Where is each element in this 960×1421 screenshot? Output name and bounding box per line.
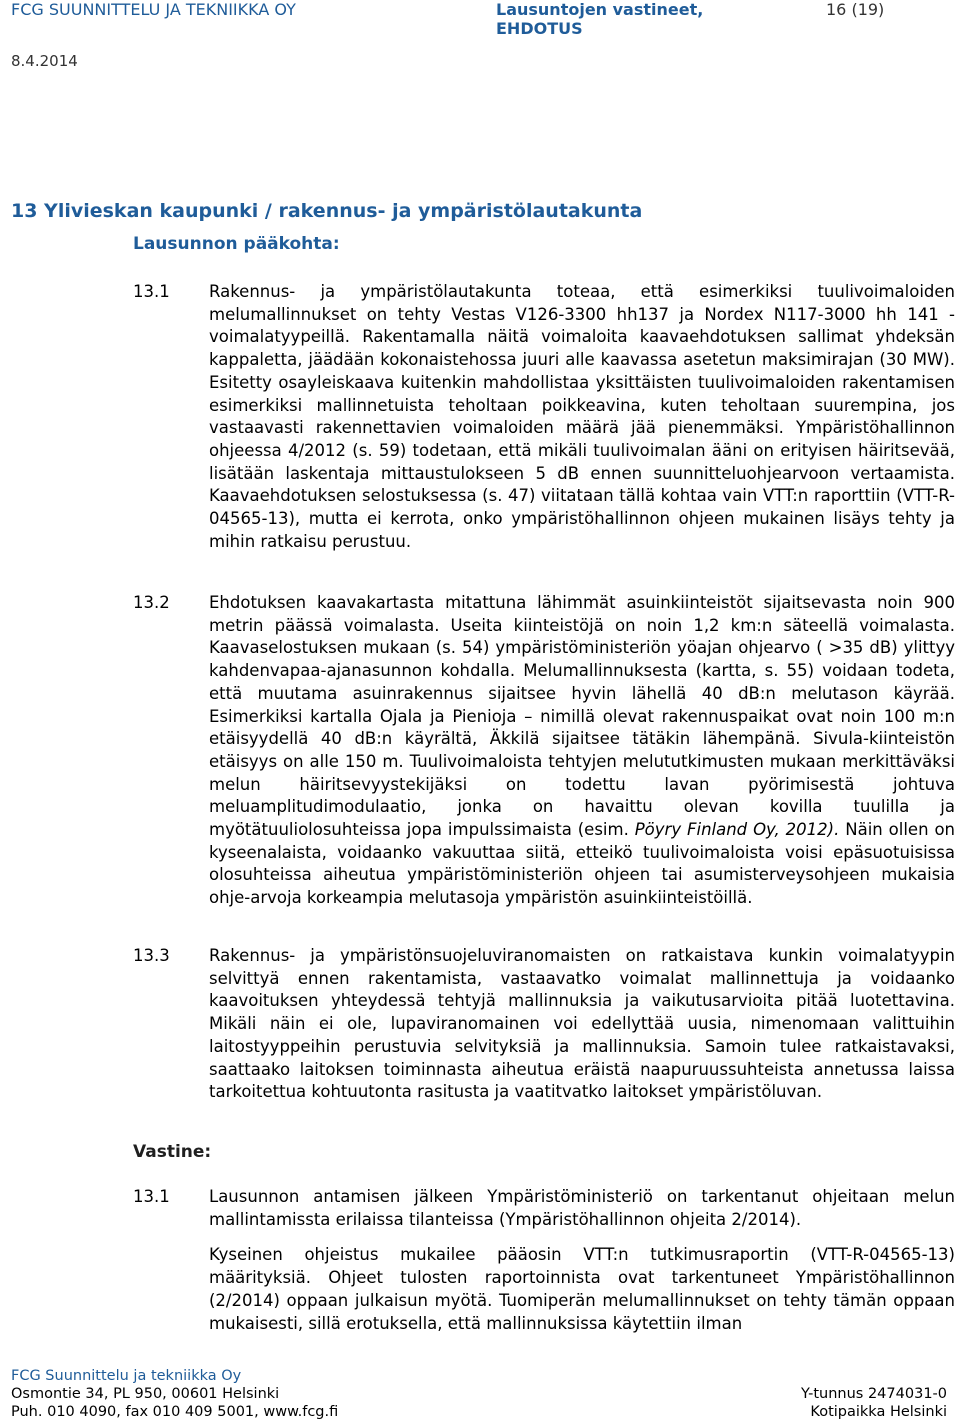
main-item-13-2 bbox=[133, 592, 955, 910]
reply-paragraph-2: Kyseinen ohjeistus mukailee pääosin VTT:n tutkimusraportin (VTT-R-04565-13) määrityksiä. Ohjeet tulosten raportoinnista ovat tarkentuneet Ympäristöhallinnon (2/2014) oppaan julkaisun myötä. Tuomiperän melumallinnukset on tehty tämän oppaan mukaisesti, sillä erotuksella, että mallinnuksissa käytettiin ilman bbox=[209, 1245, 955, 1333]
footer-company: FCG Suunnittelu ja tekniikka Oy bbox=[11, 1368, 242, 1384]
item-text-part-a: Ehdotuksen kaavakartasta mitattuna lähimmät asuinkiinteistöt sijaitsevasta noin 900 metrin päässä voimalasta. Useita kiinteistöjä on noin 1,2 km:n säteellä voimalasta. Kaavaselostuksen mukaan (s. 54) ympäristöministeriön yöajan ohjearvo ( >35 dB) ylittyy kahdenvapaa-ajanasunnon kohdalla. Melumallinnuksesta (kartta, s. 55) voidaan todeta, että muutama asuinrakennus sijaitsee hyvin lähellä 40 dB:n melutason käyrää. Esimerkiksi kartalla Ojala ja Pienioja – nimillä olevat rakennuspaikat ovat noin 100 m:n etäisyydellä 40 dB:n käyrältä, Äkkilä sijaitsee tätäkin lähempänä. Sivula-kiinteistön etäisyys on alle 150 m. Tuulivoimaloista tehtyjen melututkimusten mukaan merkittäväksi melun häiritsevyystekijäksi on todettu lavan pyörimisestä johtuva meluamplitudimodulaatio, jonka on havaittu olevan kovilla tuulilla ja myötätuuliolosuhteissa jopa impulssimaista (esim. bbox=[209, 593, 955, 840]
footer-address-row bbox=[11, 1385, 947, 1403]
item-text bbox=[209, 281, 955, 553]
reply-item-13-1 bbox=[133, 1186, 955, 1335]
item-number: 13.1 bbox=[133, 1187, 170, 1206]
footer-contact: Puh. 010 4090, fax 010 409 5001, www.fcg.fi bbox=[11, 1404, 339, 1420]
item-number: 13.2 bbox=[133, 593, 170, 612]
header-page-number: 16 (19) bbox=[826, 0, 885, 19]
footer-contact-row bbox=[11, 1403, 947, 1421]
item-text bbox=[209, 1186, 955, 1335]
item-text bbox=[209, 592, 955, 910]
reply-paragraph-1: Lausunnon antamisen jälkeen Ympäristöministeriö on tarkentanut ohjeitaan melun mallintamissta erilaissa tilanteissa (Ympäristöhallinnon ohjeita 2/2014). bbox=[209, 1187, 955, 1229]
item-paragraph: Rakennus- ja ympäristölautakunta toteaa, että esimerkiksi tuulivoimaloiden melumallinnukset on tehty Vestas V126-3300 hh137 ja Nordex N117-3000 hh 141 -voimalatyypeillä. Rakentamalla näitä voimaloita kaavaehdotuksen sallimat yhdeksän kappaletta, jäädään kokonaistehossa juuri alle kaavassa asetetun maksimirajan (30 MW). Esitetty osayleiskaava kuitenkin mahdollistaa yksittäisten tuulivoimaloiden rakentamisen esimerkiksi mallinnetuista teholtaan poikkeavina, kuten teholtaan suurempina, jos vastaavasti rakennettavien voimaloiden määrä jää pienemmäksi. Ympäristöhallinnon ohjeessa 4/2012 (s. 59) todetaan, että mikäli tuulivoimalan ääni on erityisen häiritsevää, lisätään laskentaja mittaustulokseen 5 dB ennen suunnitteluohjearvoon vertaamista. Kaavaehdotuksen selostuksessa (s. 47) viitataan tällä kohtaa vain VTT:n raporttiin (VTT-R-04565-13), mutta ei kerrota, onko ympäristöhallinnon ohjeen mukainen lisäys tehty ja mihin ratkaisu perustuu. bbox=[209, 282, 955, 551]
footer-domicile: Kotipaikka Helsinki bbox=[810, 1404, 947, 1420]
header-doc-title-line2: EHDOTUS bbox=[496, 19, 583, 38]
header-doc-title-line1: Lausuntojen vastineet, bbox=[496, 0, 704, 19]
header-company: FCG SUUNNITTELU JA TEKNIIKKA OY bbox=[11, 0, 296, 19]
header-doc-title bbox=[496, 0, 703, 38]
section-title: 13 Ylivieskan kaupunki / rakennus- ja ympäristölautakunta bbox=[11, 200, 643, 222]
footer-business-id: Y-tunnus 2474031-0 bbox=[800, 1386, 947, 1402]
item-citation: Pöyry Finland Oy, 2012). bbox=[634, 820, 840, 840]
item-text bbox=[209, 945, 955, 1104]
main-item-13-1 bbox=[133, 281, 955, 553]
main-point-heading: Lausunnon pääkohta: bbox=[133, 234, 340, 254]
item-number: 13.3 bbox=[133, 946, 170, 965]
footer-address: Osmontie 34, PL 950, 00601 Helsinki bbox=[11, 1386, 280, 1402]
item-number: 13.1 bbox=[133, 282, 170, 301]
main-item-13-3 bbox=[133, 945, 955, 1104]
header-date: 8.4.2014 bbox=[11, 52, 78, 70]
item-paragraph: Rakennus- ja ympäristönsuojeluviranomaisten on ratkaistava kunkin voimalatyypin selvittyä ennen rakentamista, vastaavatko voimalat mallinnettuja ja voidaanko kaavoituksen yhteydessä tehtyjä mallinnuksia ja vaikutusarvioita pitää luotettavina. Mikäli näin ei ole, lupaviranomainen voi edellyttää uusia, nimenomaan valittuihin laitostyyppeihin perustuvia selvityksiä ja mallinnuksia. Samoin tulee ratkaistavaksi, saattaako laitoksen toiminnasta aiheutua eräistä naapuruussuhteista annetussa laissa tarkoitettua kohtuutonta rasitusta ja vaatitvatko laitokset ympäristöluvan. bbox=[209, 946, 955, 1102]
reply-heading: Vastine: bbox=[133, 1142, 212, 1162]
item-paragraph bbox=[209, 592, 955, 910]
item-text-part-b: Näin ollen on kyseenalaista, voidaanko vakuuttaa siitä, etteikö tuulivoimaloista voisi epäsuotuisissa olosuhteissa aiheutua ympäristöministeriön ohjeen tai asumisterveysohjeen mukaisia ohje-arvoja korkeampia melutasoja ympäristön asuinkiinteistöillä. bbox=[209, 820, 955, 908]
